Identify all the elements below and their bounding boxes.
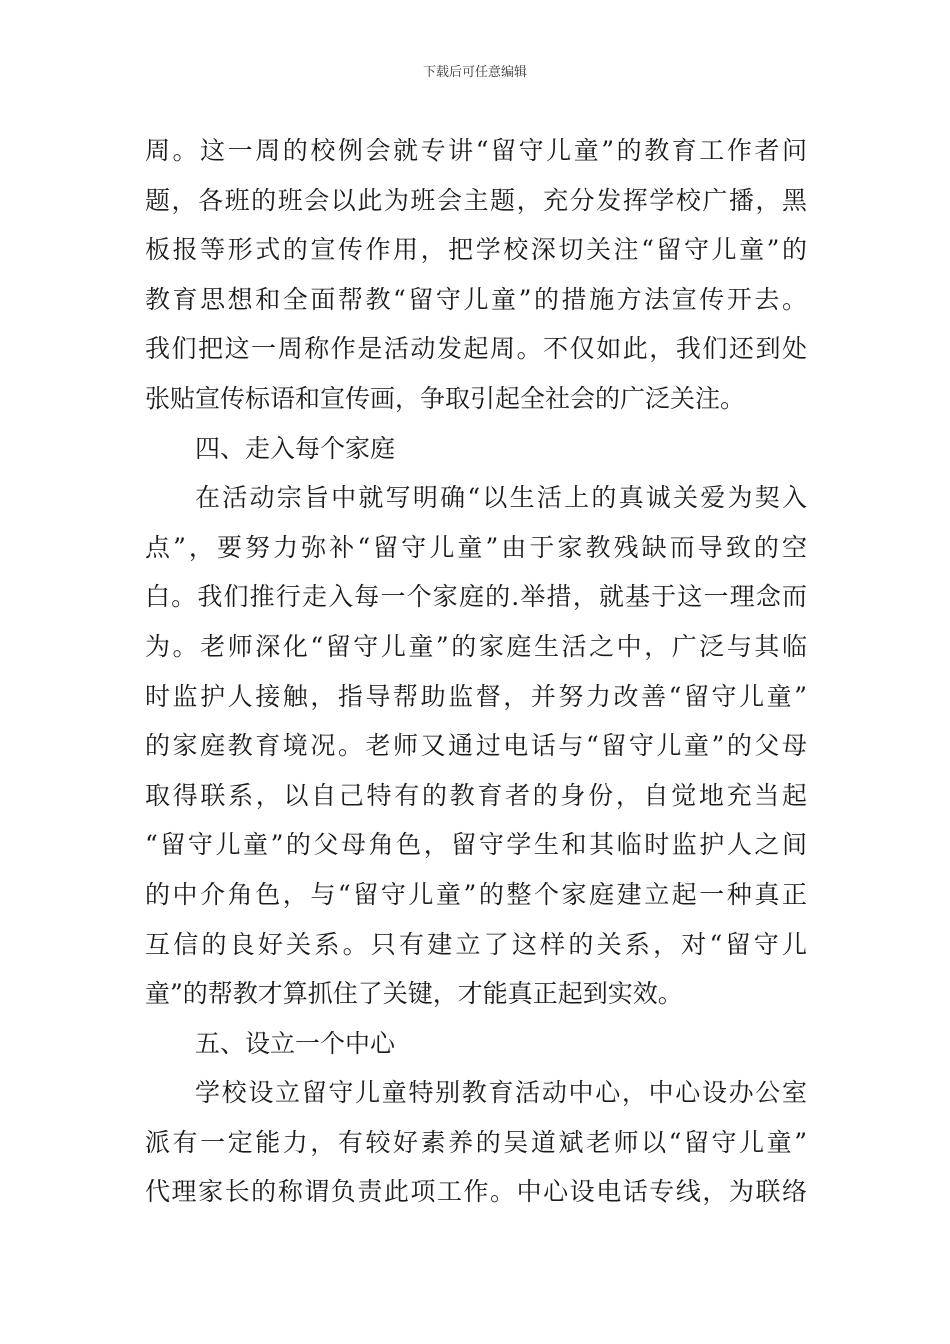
text-line: 在活动宗旨中就写明确“以生活上的真诚关爱为契入 bbox=[195, 483, 807, 513]
text-line: 五、设立一个中心 bbox=[195, 1028, 396, 1058]
text-line: 的家庭教育境况。老师又通过电话与“留守儿童”的父母 bbox=[145, 731, 807, 761]
text-line: 取得联系，以自己特有的教育者的身份，自觉地充当起 bbox=[145, 780, 807, 810]
text-line: 我们把这一周称作是活动发起周。不仅如此，我们还到处 bbox=[145, 334, 807, 364]
text-line: 童”的帮教才算抓住了关键，才能真正起到实效。 bbox=[145, 979, 683, 1009]
text-line: 代理家长的称谓负责此项工作。中心设电话专线，为联络 bbox=[145, 1177, 807, 1207]
text-line: 点”，要努力弥补“留守儿童”由于家教残缺而导致的空 bbox=[145, 532, 807, 562]
page-header: 下载后可任意编辑 bbox=[422, 65, 527, 80]
text-line: 张贴宣传标语和宣传画，争取引起全社会的广泛关注。 bbox=[145, 383, 746, 413]
text-line: 周。这一周的校例会就专讲“留守儿童”的教育工作者问 bbox=[145, 136, 807, 165]
text-line: 互信的良好关系。只有建立了这样的关系，对“留守儿 bbox=[145, 929, 807, 959]
text-line: 派有一定能力，有较好素养的吴道斌老师以“留守儿童” bbox=[145, 1127, 807, 1157]
text-line: 为。老师深化“留守儿童”的家庭生活之中，广泛与其临 bbox=[145, 631, 807, 661]
text-line: 白。我们推行走入每一个家庭的.举措，就基于这一理念而 bbox=[145, 582, 807, 612]
text-line: 教育思想和全面帮教“留守儿童”的措施方法宣传开去。 bbox=[145, 284, 807, 314]
text-line: 学校设立留守儿童特别教育活动中心，中心设办公室 bbox=[195, 1078, 807, 1108]
text-line: 题，各班的班会以此为班会主题，充分发挥学校广播，黑 bbox=[145, 185, 807, 215]
text-line: “留守儿童”的父母角色，留守学生和其临时监护人之间 bbox=[145, 830, 807, 860]
text-line: 时监护人接触，指导帮助监督，并努力改善“留守儿童” bbox=[145, 681, 807, 711]
body-text bbox=[145, 126, 807, 1217]
text-line: 的中介角色，与“留守儿童”的整个家庭建立起一种真正 bbox=[145, 879, 807, 909]
text-line: 板报等形式的宣传作用，把学校深切关注“留守儿童”的 bbox=[145, 235, 807, 265]
text-line: 四、走入每个家庭 bbox=[195, 433, 396, 463]
